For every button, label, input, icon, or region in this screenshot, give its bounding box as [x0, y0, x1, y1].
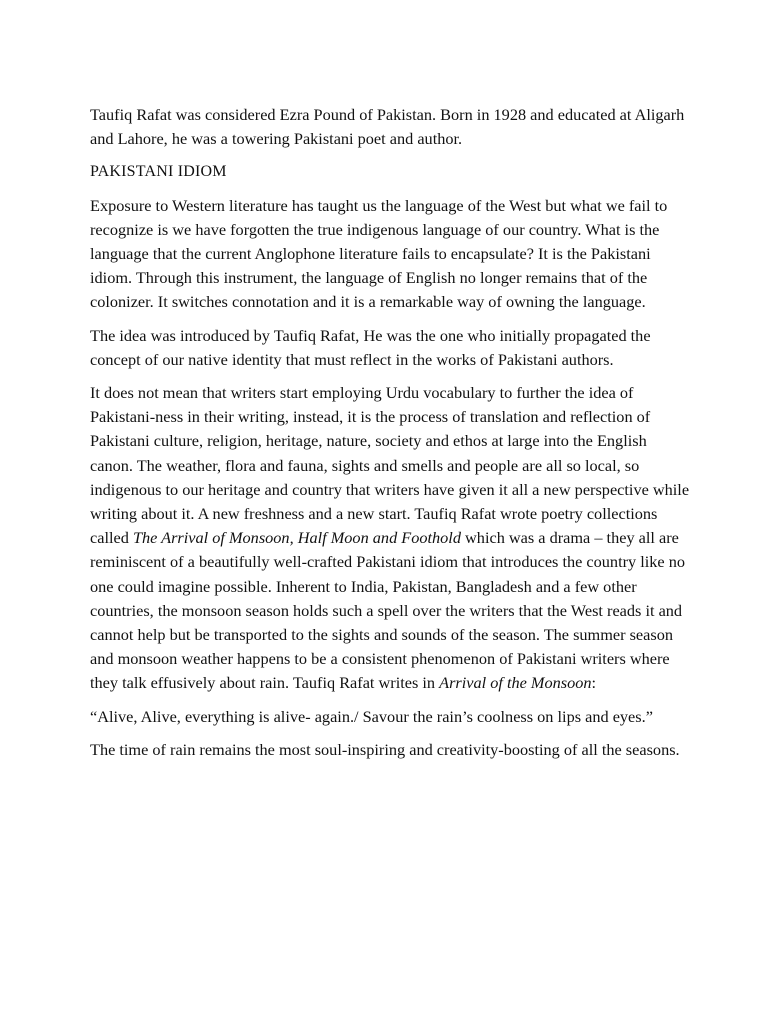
- quote-paragraph: “Alive, Alive, everything is alive- again./ Savour the rain’s coolness on lips and eyes.”: [90, 706, 653, 726]
- paragraph-1: Exposure to Western literature has taught us the language of the West but what we fail to recognize is we have forgotten the true indigenous language of our country. What is the language that the current Anglophone literature fails to encapsulate? It is the Pakistani idiom. Through this instrument, the language of English no longer remains that of the colonizer. It switches connotation and it is a remarkable way of owning the language.: [90, 195, 668, 312]
- section-heading: PAKISTANI IDIOM: [90, 163, 227, 181]
- paragraph-3-text-a: It does not mean that writers start employing Urdu vocabulary to further the idea of Pakistani-ness in their writing, instead, it is the process of translation and reflection of Pakistani culture, religion, heritage, nature, society and ethos at large into the English canon. The weather, flora and fauna, sights and smells and people are all so local, so indigenous to our heritage and country that writers have given it all a new perspective while writing about it. A new freshness and a new start. Taufiq Rafat wrote poetry collections called: [90, 383, 690, 548]
- book-title-collections: The Arrival of Monsoon, Half Moon and Foothold: [132, 528, 461, 548]
- document-body: [90, 103, 690, 771]
- closing-paragraph: The time of rain remains the most soul-inspiring and creativity-boosting of all the seasons.: [90, 739, 680, 759]
- paragraph-3: [90, 381, 690, 696]
- intro-paragraph: Taufiq Rafat was considered Ezra Pound of Pakistan. Born in 1928 and educated at Aligarh and Lahore, he was a towering Pakistani poet and author.: [90, 105, 685, 149]
- paragraph-3-text-c: :: [591, 673, 597, 693]
- book-title-arrival: Arrival of the Monsoon: [439, 673, 592, 693]
- paragraph-2: The idea was introduced by Taufiq Rafat, He was the one who initially propagated the concept of our native identity that must reflect in the works of Pakistani authors.: [90, 325, 651, 369]
- paragraph-3-text-b: which was a drama – they all are reminiscent of a beautifully well-crafted Pakistani idiom that introduces the country like no one could imagine possible. Inherent to India, Pakistan, Bangladesh and a few other countries, the monsoon season holds such a spell over the writers that the West reads it and cannot help but be transported to the sights and sounds of the season. The summer season and monsoon weather happens to be a consistent phenomenon of Pakistani writers where they talk effusively about rain. Taufiq Rafat writes in: [90, 528, 685, 693]
